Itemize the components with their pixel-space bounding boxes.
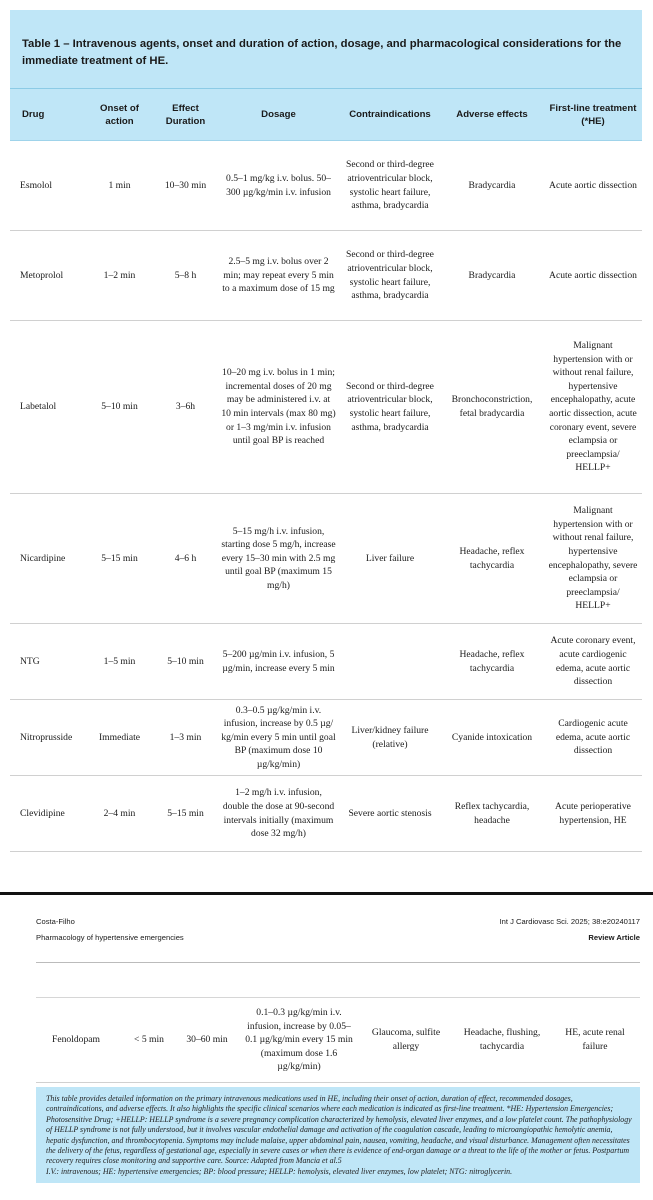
cell-dosage: 1–2 mg/h i.v. infusion, double the dose at 90-second intervals initially (maximum dose 32 mg/h): [217, 776, 340, 852]
header-first-line: First-line treatment (*HE): [544, 89, 642, 141]
header-contraindications: Contraindications: [340, 89, 440, 141]
running-title: Pharmacology of hypertensive emergencies: [36, 933, 184, 942]
cell-duration: 5–10 min: [154, 624, 217, 700]
cell-duration: 5–15 min: [154, 776, 217, 852]
header-dosage: Dosage: [217, 89, 340, 141]
cell-adverse: Headache, reflex tachycardia: [440, 624, 544, 700]
section-label: Review Article: [588, 933, 640, 942]
cell-duration: 10–30 min: [154, 141, 217, 231]
cell-first-line: Acute aortic dissection: [544, 231, 642, 321]
cell-dosage: 5–15 mg/h i.v. infusion, starting dose 5 mg/h, increase every 15–30 min with 2.5 mg until goal BP (maximum 15 mg/h): [217, 494, 340, 624]
cell-adverse: Bradycardia: [440, 141, 544, 231]
cell-adverse: Reflex tachycardia, headache: [440, 776, 544, 852]
cell-adverse: Headache, flushing, tachycardia: [454, 998, 550, 1083]
cell-duration: 4–6 h: [154, 494, 217, 624]
cell-onset: 1–2 min: [85, 231, 154, 321]
cell-drug: Clevidipine: [10, 776, 85, 852]
cell-contraindications: Second or third-degree atrioventricular block, systolic heart failure, asthma, bradycardia: [340, 141, 440, 231]
page-divider: [0, 892, 653, 895]
cell-drug: Fenoldopam: [36, 998, 124, 1083]
table-page-1: [10, 10, 642, 852]
cell-drug: Labetalol: [10, 321, 85, 494]
cell-first-line: Malignant hypertension with or without renal failure, hypertensive encephalopathy, acute aortic dissection, acute coronary event, severe eclampsia or preeclampsia/ HELLP+: [544, 321, 642, 494]
table-page-2: [36, 914, 640, 1183]
cell-contraindications: Second or third-degree atrioventricular block, systolic heart failure, asthma, bradycardia: [340, 321, 440, 494]
cell-dosage: 0.5–1 mg/kg i.v. bolus. 50–300 µg/kg/min i.v. infusion: [217, 141, 340, 231]
table-row: [10, 321, 642, 494]
cell-contraindications: Glaucoma, sulfite allergy: [358, 998, 454, 1083]
cell-contraindications: Second or third-degree atrioventricular block, systolic heart failure, asthma, bradycardia: [340, 231, 440, 321]
journal-citation: Int J Cardiovasc Sci. 2025; 38:e20240117: [499, 917, 640, 926]
cell-duration: 3–6h: [154, 321, 217, 494]
cell-drug: Metoprolol: [10, 231, 85, 321]
cell-adverse: Headache, reflex tachycardia: [440, 494, 544, 624]
table-row: [10, 231, 642, 321]
header-drug: Drug: [10, 89, 85, 141]
cell-onset: 2–4 min: [85, 776, 154, 852]
cell-onset: 1 min: [85, 141, 154, 231]
cell-contraindications: [340, 624, 440, 700]
cell-onset: 5–10 min: [85, 321, 154, 494]
author: Costa-Filho: [36, 917, 75, 926]
cell-adverse: Bronchoconstriction, fetal bradycardia: [440, 321, 544, 494]
cell-drug: Nitroprusside: [10, 700, 85, 776]
running-header: [36, 914, 640, 946]
cell-dosage: 0.3–0.5 µg/kg/min i.v. infusion, increase by 0.5 µg/ kg/min every 5 min until goal BP (maximum dose 10 µg/kg/min): [217, 700, 340, 776]
table-caption: Table 1 – Intravenous agents, onset and duration of action, dosage, and pharmacological considerations for the immediate treatment of HE.: [10, 10, 642, 89]
cell-first-line: Acute perioperative hypertension, HE: [544, 776, 642, 852]
cell-onset: < 5 min: [124, 998, 174, 1083]
header-duration: Effect Duration: [154, 89, 217, 141]
cell-dosage: 10–20 mg i.v. bolus in 1 min; incremental doses of 20 mg may be administered i.v. at 10 min intervals (max 80 mg) or 1–3 mg/min i.v. infusion until goal BP is reached: [217, 321, 340, 494]
cell-drug: NTG: [10, 624, 85, 700]
table-footnote: [36, 1087, 640, 1183]
cell-dosage: 2.5–5 mg i.v. bolus over 2 min; may repeat every 5 min to a maximum dose of 15 mg: [217, 231, 340, 321]
header-adverse-effects: Adverse effects: [440, 89, 544, 141]
table-row: [10, 624, 642, 700]
cell-contraindications: Severe aortic stenosis: [340, 776, 440, 852]
cell-duration: 5–8 h: [154, 231, 217, 321]
cell-duration: 1–3 min: [154, 700, 217, 776]
table-row: [10, 141, 642, 231]
header-rule: [36, 962, 640, 963]
cell-onset: 1–5 min: [85, 624, 154, 700]
cell-contraindications: Liver/kidney failure (relative): [340, 700, 440, 776]
drug-table: [10, 89, 642, 852]
cell-drug: Esmolol: [10, 141, 85, 231]
cell-onset: 5–15 min: [85, 494, 154, 624]
cell-dosage: 5–200 µg/min i.v. infusion, 5 µg/min, increase every 5 min: [217, 624, 340, 700]
table-row: [10, 776, 642, 852]
cell-adverse: Cyanide intoxication: [440, 700, 544, 776]
header-onset: Onset of action: [85, 89, 154, 141]
cell-first-line: Cardiogenic acute edema, acute aortic dissection: [544, 700, 642, 776]
drug-table-continued: [36, 997, 640, 1083]
cell-first-line: HE, acute renal failure: [550, 998, 640, 1083]
cell-dosage: 0.1–0.3 µg/kg/min i.v. infusion, increase by 0.05–0.1 µg/kg/min every 15 min (maximum dose 1.6 µg/kg/min): [240, 998, 358, 1083]
cell-adverse: Bradycardia: [440, 231, 544, 321]
abbreviations: I.V.: intravenous; HE: hypertensive emergencies; BP: blood pressure; HELLP: hemolysis, elevated liver enzymes, low platelet; NTG: nitroglycerin.: [46, 1166, 513, 1176]
footnote-text: This table provides detailed information on the primary intravenous medications used in HE, including their onset of action, duration of effect, recommended dosages, contraindications, and adverse effects. It also highlights the specific clinical scenarios where each medication is indicated as first-line treatment. *HE: Hypertension Emergencies; Photosensitive Drug; +HELLP: HELLP syndrome is a severe pregnancy complication characterized by hemolysis, elevated liver enzymes, and a low platelet count. The pathophysiology of HELLP syndrome is not fully understood, but it involves vascular endothelial damage and activation of the coagulation cascade, leading to microangiopathic hemolytic anemia, hepatic dysfunction, and thrombocytopenia. Symptoms may include malaise, upper abdominal pain, nausea, vomiting, headache, and visual disturbance. Management often necessitates the delivery of the fetus, regardless of gestational age, especially in severe cases or when there is evidence of end-organ damage or a threat to the life of the mother or fetus. Postpartum recovery requires close monitoring and supportive care. Source: Adapted from Mancia et al.5: [46, 1094, 632, 1166]
table-header-row: [10, 89, 642, 141]
cell-drug: Nicardipine: [10, 494, 85, 624]
cell-duration: 30–60 min: [174, 998, 240, 1083]
cell-first-line: Malignant hypertension with or without renal failure, hypertensive encephalopathy, severe eclampsia or preeclampsia/ HELLP+: [544, 494, 642, 624]
cell-first-line: Acute aortic dissection: [544, 141, 642, 231]
table-row: [10, 700, 642, 776]
table-row: [36, 998, 640, 1083]
cell-first-line: Acute coronary event, acute cardiogenic edema, acute aortic dissection: [544, 624, 642, 700]
cell-onset: Immediate: [85, 700, 154, 776]
table-row: [10, 494, 642, 624]
cell-contraindications: Liver failure: [340, 494, 440, 624]
